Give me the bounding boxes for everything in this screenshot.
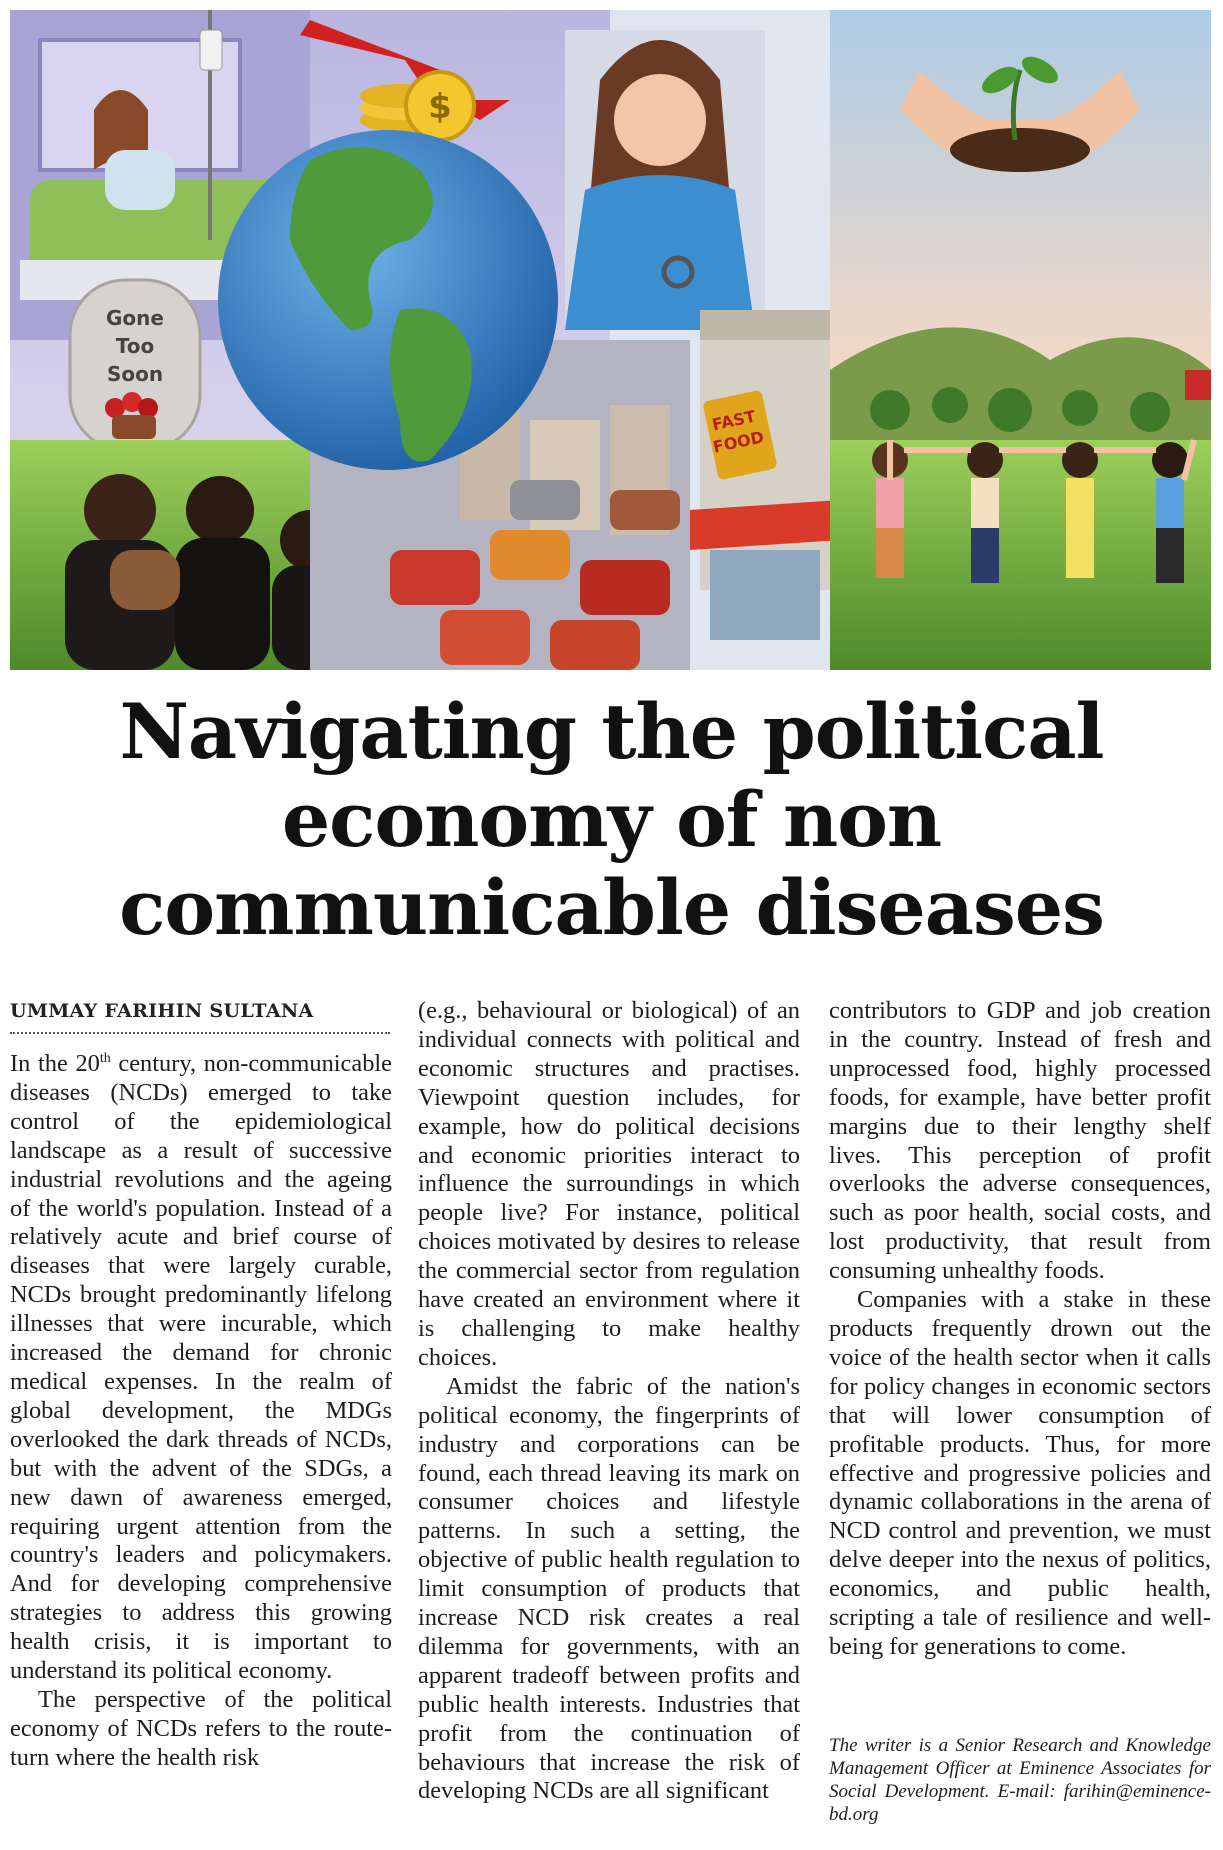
fast-food-sign-line: FAST [710,406,758,435]
article-illustration [10,10,1211,670]
coin-symbol: $ [428,87,452,127]
paragraph-text: century, non-communicable diseases (NCDs) emerged to take control of the epidemiological landscape as a result of successive industrial revolutions and the ageing of the world's population. Instead of a relatively acute and brief course of diseases that were largely curable, NCDs brought predominantly lifelong illnesses that were incurable, which increased the demand for chronic medical expenses. In the realm of global development, the MDGs overlooked the dark threads of NCDs, but with the advent of the SDGs, a new dawn of awareness emerged, requiring urgent attention from the country's leaders and policymakers. And for developing comprehensive strategies to address this growing health crisis, it is important to understand its political economy. [10,1050,393,1685]
article-headline [0,688,1223,952]
author-note: The writer is a Senior Research and Knowledge Management Officer at Eminence Associates for Social Development. E-mail: farihin@eminence-bd.org [829,1735,1211,1825]
paragraph: contributors to GDP and job creation in the country. Instead of fresh and unprocessed food, highly processed foods, for example, have better profit margins due to their lengthy shelf lives. This perception of profit overlooks the adverse consequences, such as poor health, social costs, and lost productivity, that result from consuming unhealthy foods. [829,997,1211,1285]
paragraph-text: In the 20 [10,1050,100,1077]
stressed-doctor-icon [565,30,765,330]
paragraph: Companies with a stake in these products frequently drown out the voice of the health sector when it calls for policy changes in economic sectors that will lower consumption of profitable products. Thus, for more effective and progressive policies and dynamic collaborations in the arena of NCD control and prevention, we must delve deeper into the nexus of politics, economics, and public health, scripting a tale of resilience and well-being for generations to come. [829,1286,1211,1660]
paragraph: (e.g., behavioural or biological) of an individual connects with political and economic structures and practises. Viewpoint question includes, for example, how do political decisions and economic priorities interact to influence the surroundings in which people live? For instance, political choices motivated by desires to release the commercial sector from regulation have created an environment where it is challenging to make healthy choices. [418,997,800,1371]
paragraph: The perspective of the political economy of NCDs refers to the route-turn where the health risk [10,1685,392,1771]
article-column-3 [829,997,1211,1662]
superscript: th [99,1050,111,1066]
fast-food-shop-icon [690,310,840,640]
tombstone-line: Too [115,334,155,358]
paragraph: Amidst the fabric of the nation's political economy, the fingerprints of industry and corporations can be found, each thread leaving its mark on consumer choices and lifestyle patterns. In such a setting, the objective of public health regulation to limit consumption of products that increase NCD risk creates a real dilemma for governments, with an apparent tradeoff between profits and public health interests. Industries that profit from the continuation of behaviours that increase the risk of developing NCDs are all significant [418,1372,800,1805]
tombstone-line: Soon [106,362,164,386]
tombstone-line: Gone [106,306,164,330]
author-byline: UMMAY FARIHIN SULTANA [10,1000,390,1034]
headline-line: communicable diseases [119,863,1104,952]
fast-food-sign-line: FOOD [711,427,766,457]
paragraph [10,1050,392,1686]
article-column-2 [418,997,800,1806]
headline-line: Navigating the political [119,687,1104,776]
roses-icon [105,392,158,439]
headline-line: economy of non [281,775,942,864]
article-column-1 [10,1050,392,1773]
